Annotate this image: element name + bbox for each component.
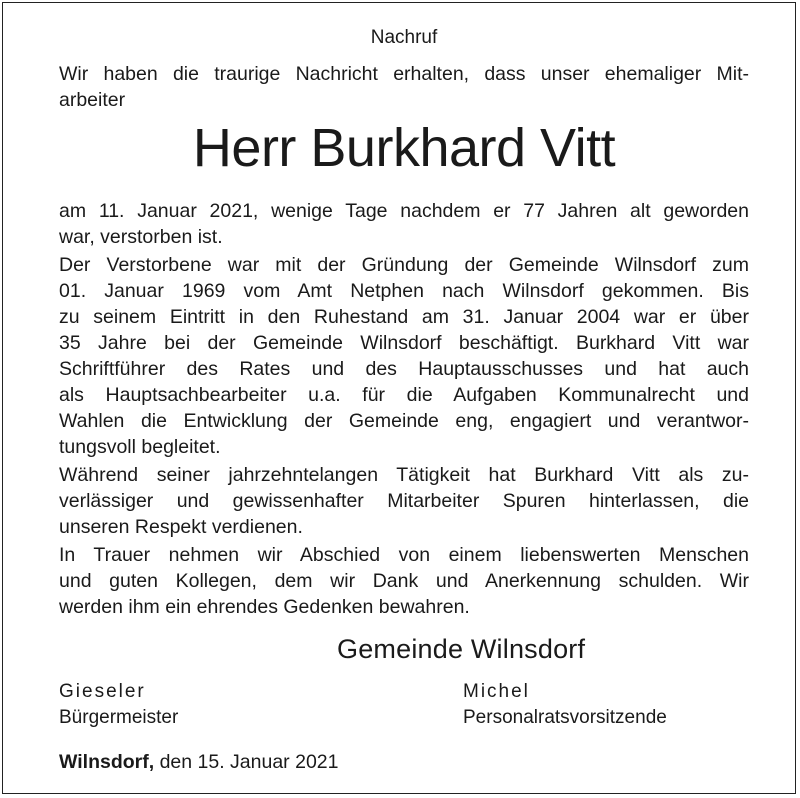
obituary-frame (2, 2, 796, 794)
text-line: tungsvoll begleitet. (59, 436, 221, 458)
text-line: Der Verstorbene war mit der Gründung der Gemeinde Wilnsdorf zum (59, 254, 749, 276)
text-line: war, verstorben ist. (59, 226, 223, 248)
text-line: In Trauer nehmen wir Abschied von einem liebenswerten Menschen (59, 544, 749, 566)
text-line: arbeiter (59, 89, 126, 111)
paragraph-mourning (59, 542, 749, 620)
signatory-name: Gieseler (59, 681, 146, 702)
text-line: unseren Respekt verdienen. (59, 516, 303, 538)
text-line: Während seiner jahrzehntelangen Tätigkeit hat Burkhard Vitt als zu- (59, 464, 749, 486)
text-line: werden ihm ein ehrendes Gedenken bewahren. (59, 596, 470, 618)
paragraph-career (59, 252, 749, 460)
text-line: zu seinem Eintritt in den Ruhestand am 31. Januar 2004 war er über (59, 306, 749, 328)
intro-paragraph (59, 61, 749, 113)
organization-name: Gemeinde Wilnsdorf (337, 634, 586, 664)
closing-place: Wilnsdorf, (59, 751, 155, 773)
closing-date: den 15. Januar 2021 (159, 751, 339, 773)
text-line: 35 Jahre bei der Gemeinde Wilnsdorf beschäftigt. Burkhard Vitt war (59, 332, 749, 354)
signatory-title: Bürgermeister (59, 707, 179, 728)
signatory-mayor (59, 679, 178, 731)
text-line: am 11. Januar 2021, wenige Tage nachdem er 77 Jahren alt geworden (59, 200, 749, 222)
signatory-staff-council (463, 679, 667, 731)
signatory-title: Personalratsvorsitzende (463, 707, 667, 728)
text-line: verlässiger und gewissenhafter Mitarbeiter Spuren hinterlassen, die (59, 490, 749, 512)
obituary-heading: Nachruf (370, 27, 438, 48)
text-line: Wahlen die Entwicklung der Gemeinde eng, engagiert und verantwor- (59, 410, 749, 432)
paragraph-tribute (59, 462, 749, 540)
paragraph-death-date (59, 198, 749, 250)
text-line: als Hauptsachbearbeiter u.a. für die Aufgaben Kommunalrecht und (59, 384, 749, 406)
signatory-name: Michel (463, 681, 530, 702)
text-line: und guten Kollegen, dem wir Dank und Anerkennung schulden. Wir (59, 570, 749, 592)
text-line: 01. Januar 1969 vom Amt Netphen nach Wilnsdorf gekommen. Bis (59, 280, 749, 302)
text-line: Schriftführer des Rates und des Hauptausschusses und hat auch (59, 358, 749, 380)
text-line: Wir haben die traurige Nachricht erhalten, dass unser ehemaliger Mit- (59, 63, 749, 85)
closing-line (59, 751, 338, 774)
deceased-name: Herr Burkhard Vitt (192, 118, 616, 178)
